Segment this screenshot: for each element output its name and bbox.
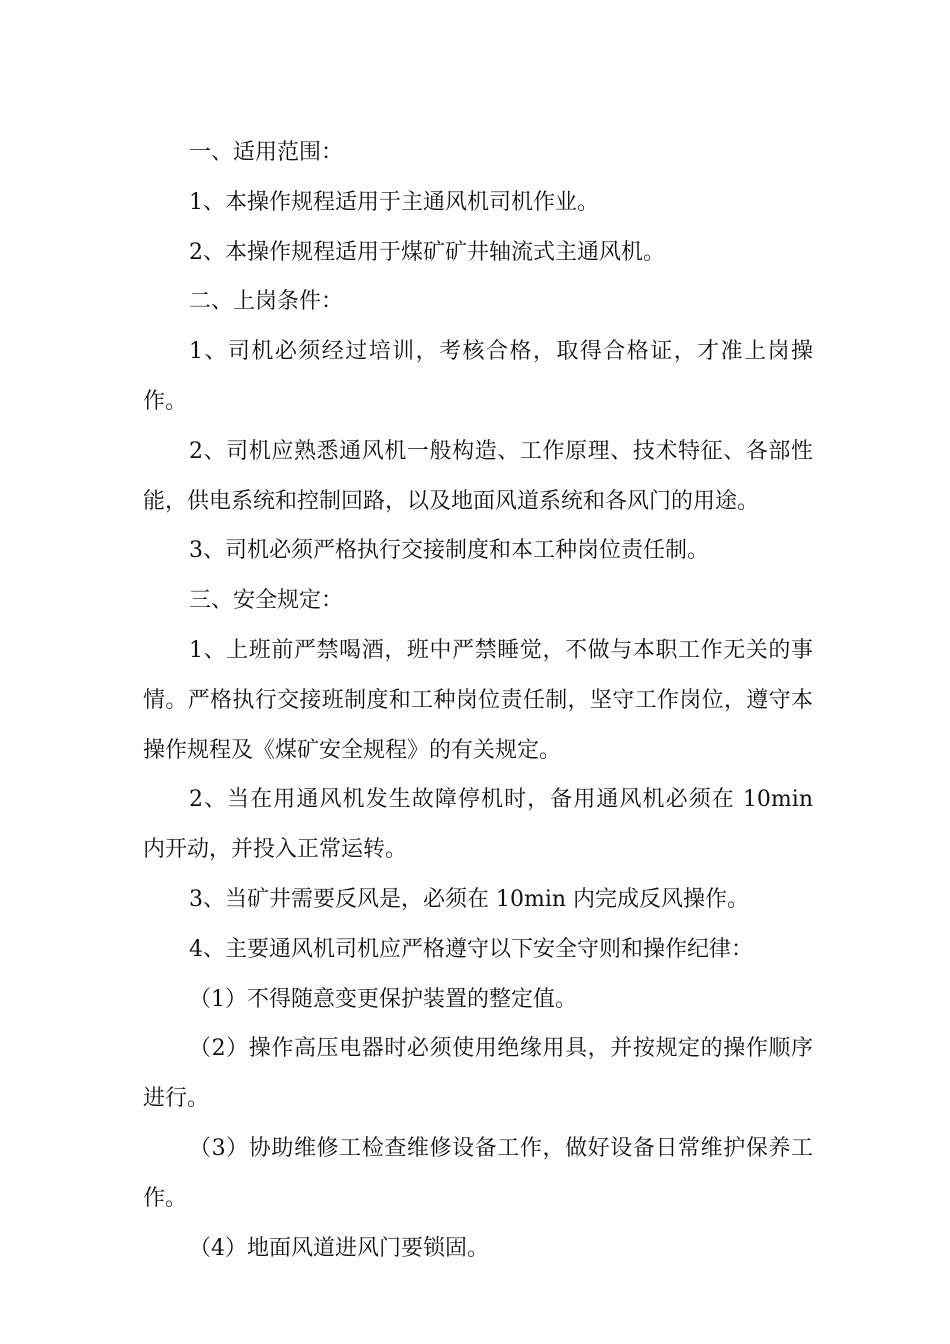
paragraph: 1、本操作规程适用于主通风机司机作业。 <box>189 189 599 215</box>
paragraph: 2、司机应熟悉通风机一般构造、工作原理、技术特征、各部性能，供电系统和控制回路，以及地面风道系统和各风门的用途。 <box>143 438 813 514</box>
paragraph: 3、司机必须严格执行交接制度和本工种岗位责任制。 <box>189 538 709 564</box>
list-item: （3）协助维修工检查维修设备工作，做好设备日常维护保养工作。 <box>143 1135 813 1211</box>
section-heading-scope: 一、适用范围： <box>189 140 344 165</box>
list-item: （4）地面风道进风门要锁固。 <box>189 1235 489 1261</box>
list-item: （1）不得随意变更保护装置的整定值。 <box>189 986 577 1012</box>
paragraph: 2、当在用通风机发生故障停机时，备用通风机必须在 10min 内开动，并投入正常运转。 <box>143 787 813 863</box>
paragraph: 4、主要通风机司机应严格遵守以下安全守则和操作纪律： <box>189 936 753 962</box>
paragraph: 1、司机必须经过培训，考核合格，取得合格证，才准上岗操作。 <box>143 339 813 414</box>
paragraph: 1、上班前严禁喝酒，班中严禁睡觉，不做与本职工作无关的事情。严格执行交接班制度和工种岗位责任制，坚守工作岗位，遵守本操作规程及《煤矿安全规程》的有关规定。 <box>143 637 813 763</box>
paragraph: 3、当矿井需要反风是，必须在 10min 内完成反风操作。 <box>189 886 750 912</box>
list-item: （2）操作高压电器时必须使用绝缘用具，并按规定的操作顺序进行。 <box>143 1036 813 1112</box>
document-body <box>143 128 813 1273</box>
section-heading-conditions: 二、上岗条件： <box>189 289 344 315</box>
paragraph: 2、本操作规程适用于煤矿矿井轴流式主通风机。 <box>189 239 665 265</box>
section-heading-safety: 三、安全规定： <box>189 588 344 614</box>
